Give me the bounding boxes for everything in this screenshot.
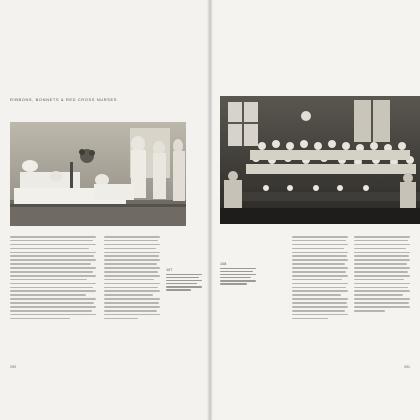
running-head: RIBBONS, BONNETS & RED CROSS NURSES bbox=[10, 97, 118, 102]
caption-number-right: 108 bbox=[220, 262, 227, 266]
left-text-column-1 bbox=[10, 236, 96, 322]
hospital-ward-photo bbox=[10, 122, 186, 226]
right-text-column-2 bbox=[354, 236, 410, 314]
right-page-number: 291 bbox=[404, 365, 410, 369]
left-caption bbox=[166, 268, 202, 292]
right-text-column-1 bbox=[292, 236, 348, 322]
left-text-column-2 bbox=[104, 236, 160, 322]
classroom-photo bbox=[220, 96, 420, 224]
caption-number: 107 bbox=[166, 268, 173, 272]
book-gutter bbox=[207, 0, 213, 420]
right-page bbox=[210, 0, 420, 420]
right-caption bbox=[220, 262, 256, 286]
left-page-number: 290 bbox=[10, 365, 16, 369]
